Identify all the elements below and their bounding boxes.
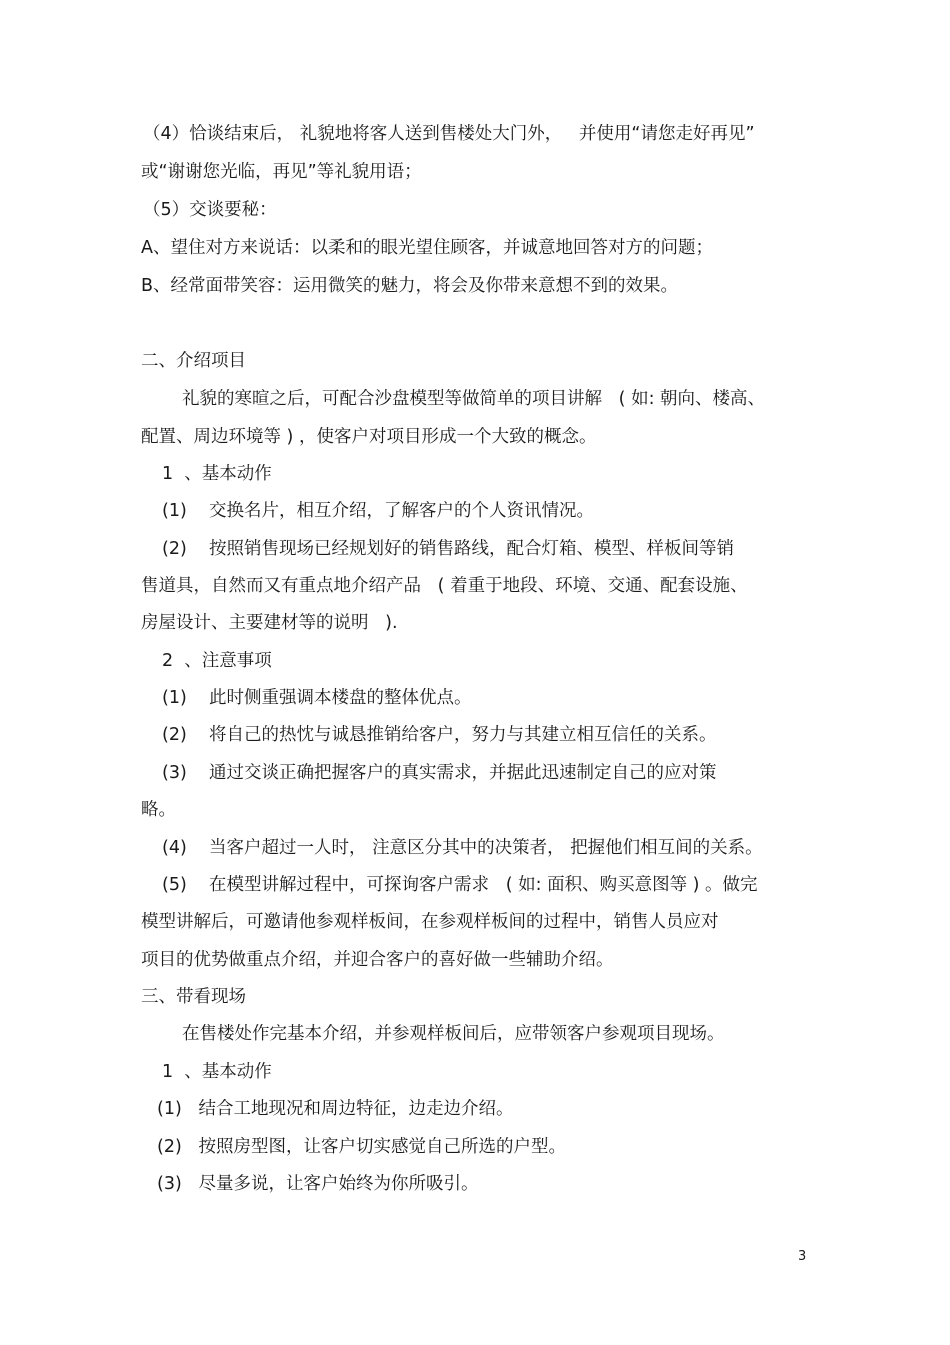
- text-line: （5）交谈要秘：: [143, 200, 277, 220]
- text-line: 模型讲解后，可邀请他参观样板间，在参观样板间的过程中，销售人员应对: [141, 912, 719, 932]
- subheading: 1 、基本动作: [162, 1062, 272, 1082]
- subheading: 1 、基本动作: [162, 464, 272, 484]
- text-line: 略。: [141, 800, 176, 820]
- text-line: (3) 通过交谈正确把握客户的真实需求，并据此迅速制定自己的应对策: [162, 763, 717, 783]
- text-line: (4) 当客户超过一人时， 注意区分其中的决策者， 把握他们相互间的关系。: [162, 838, 763, 858]
- section-heading: 三、带看现场: [141, 987, 246, 1007]
- text-line: (1) 此时侧重强调本楼盘的整体优点。: [162, 688, 472, 708]
- page-number: 3: [798, 1249, 807, 1264]
- text-line: 售道具，自然而又有重点地介绍产品 ( 着重于地段、环境、交通、配套设施、: [141, 576, 748, 596]
- section-heading: 二、介绍项目: [141, 351, 246, 371]
- text-line: 项目的优势做重点介绍，并迎合客户的喜好做一些辅助介绍。: [141, 950, 614, 970]
- text-line: （4）恰谈结束后， 礼貌地将客人送到售楼处大门外， 并使用“请您走好再见”: [143, 124, 755, 144]
- text-line: (5) 在模型讲解过程中，可探询客户需求 ( 如: 面积、购买意图等 ) 。做完: [162, 875, 758, 895]
- text-line: 房屋设计、主要建材等的说明 ).: [141, 613, 398, 633]
- text-line: (2) 按照销售现场已经规划好的销售路线，配合灯箱、模型、样板间等销: [162, 539, 735, 559]
- text-line: 礼貌的寒暄之后，可配合沙盘模型等做简单的项目讲解 ( 如: 朝向、楼高、: [182, 389, 766, 409]
- text-line: B、经常面带笑容：运用微笑的魅力，将会及你带来意想不到的效果。: [141, 276, 679, 296]
- text-line: (1) 结合工地现况和周边特征，边走边介绍。: [157, 1099, 514, 1119]
- text-line: (1) 交换名片，相互介绍，了解客户的个人资讯情况。: [162, 501, 595, 521]
- text-line: 配置、周边环境等 ) ，使客户对项目形成一个大致的概念。: [141, 427, 597, 447]
- text-line: 或“谢谢您光临，再见”等礼貌用语；: [141, 162, 422, 182]
- text-line: 在售楼处作完基本介绍，并参观样板间后，应带领客户参观项目现场。: [182, 1024, 725, 1044]
- text-line: (2) 将自己的热忱与诚恳推销给客户，努力与其建立相互信任的关系。: [162, 725, 717, 745]
- subheading: 2 、注意事项: [162, 651, 272, 671]
- text-line: (2) 按照房型图，让客户切实感觉自己所选的户型。: [157, 1137, 566, 1157]
- text-line: A、望住对方来说话：以柔和的眼光望住顾客，并诚意地回答对方的问题；: [141, 238, 713, 258]
- text-line: (3) 尽量多说，让客户始终为你所吸引。: [157, 1174, 479, 1194]
